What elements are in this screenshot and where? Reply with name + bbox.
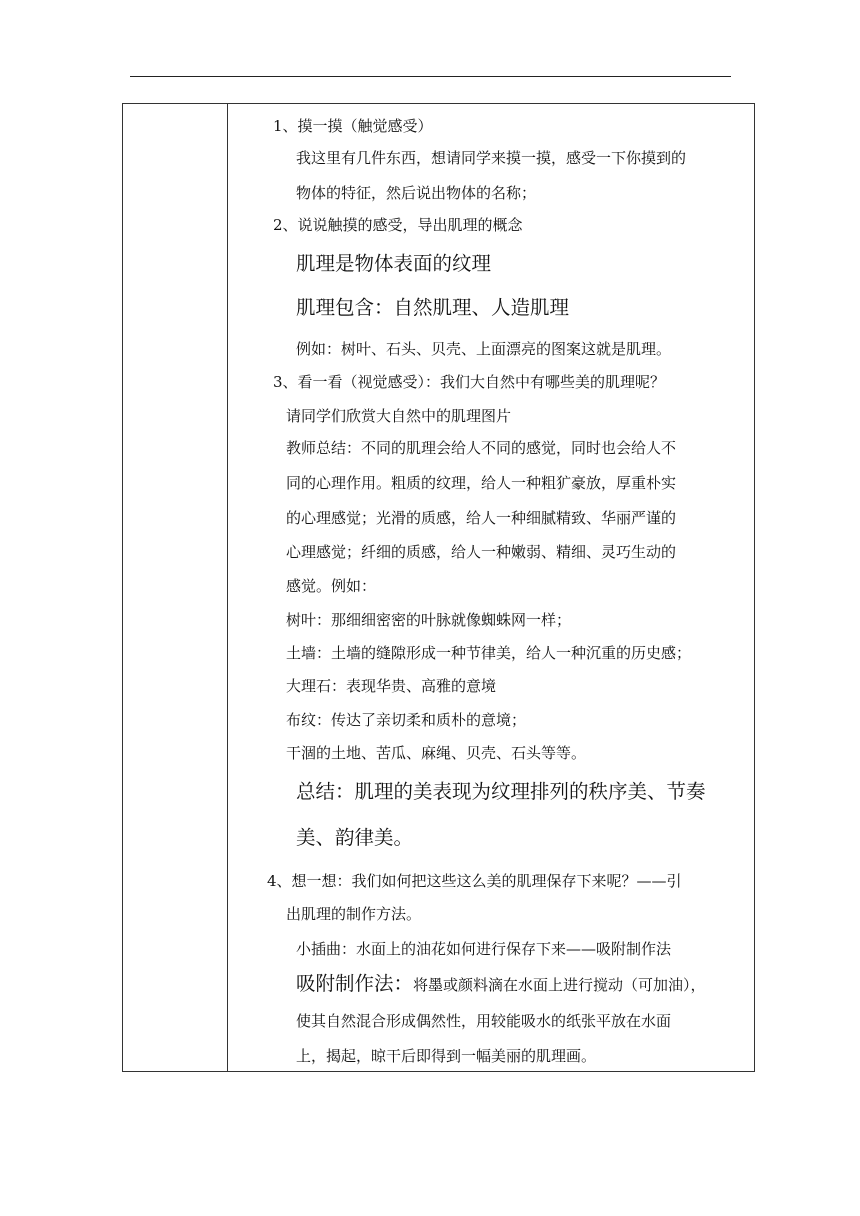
step2-heading: 2、说说触摸的感受，导出肌理的概念 xyxy=(273,216,523,234)
step3-text-line1: 请同学们欣赏大自然中的肌理图片 xyxy=(286,407,512,425)
step1-text-line2: 物体的特征，然后说出物体的名称； xyxy=(296,184,537,202)
step1-heading: 1、摸一摸（触觉感受） xyxy=(273,117,433,135)
types-line: 肌理包含：自然肌理、人造肌理 xyxy=(296,296,570,319)
summary-text-line5: 感觉。例如： xyxy=(286,577,377,595)
example-line: 例如：树叶、石头、贝壳、上面漂亮的图案这就是肌理。 xyxy=(296,340,672,358)
method-title: 吸附制作法： xyxy=(296,972,414,995)
header-rule xyxy=(130,76,731,77)
step1-text-line1: 我这里有几件东西，想请同学来摸一摸，感受一下你摸到的 xyxy=(296,149,687,167)
method-line2: 使其自然混合形成偶然性，用较能吸水的纸张平放在水面 xyxy=(296,1012,672,1030)
summary-text-line1: 教师总结：不同的肌理会给人不同的感觉，同时也会给人不 xyxy=(286,439,677,457)
example-marble: 大理石：表现华贵、高雅的意境 xyxy=(286,677,497,695)
conclusion-line1: 总结：肌理的美表现为纹理排列的秩序美、节奏 xyxy=(296,780,706,803)
step3-heading: 3、看一看（视觉感受）：我们大自然中有哪些美的肌理呢？ xyxy=(273,373,666,391)
table-left-cell xyxy=(123,104,227,1071)
summary-text-line4: 心理感觉；纤细的质感，给人一种嫩弱、精细、灵巧生动的 xyxy=(286,543,677,561)
lesson-table xyxy=(122,103,755,1072)
example-leaf: 树叶：那细细密密的叶脉就像蜘蛛网一样； xyxy=(286,611,572,629)
method-text: 将墨或颜料滴在水面上进行搅动（可加油）， xyxy=(413,976,706,994)
example-others: 干涸的土地、苦瓜、麻绳、贝壳、石头等等。 xyxy=(286,744,587,762)
interlude-line: 小插曲：水面上的油花如何进行保存下来——吸附制作法 xyxy=(296,940,672,958)
conclusion-line2: 美、韵律美。 xyxy=(296,826,414,849)
example-wall: 土墙：土墙的缝隙形成一种节律美，给人一种沉重的历史感； xyxy=(286,644,692,662)
column-divider xyxy=(227,104,228,1071)
summary-text-line2: 同的心理作用。粗质的纹理，给人一种粗犷豪放，厚重朴实 xyxy=(286,474,677,492)
step4-heading: 4、想一想：我们如何把这些这么美的肌理保存下来呢？——引 xyxy=(267,872,682,890)
summary-text-line3: 的心理感觉；光滑的质感，给人一种细腻精致、华丽严谨的 xyxy=(286,509,677,527)
method-line xyxy=(296,971,706,998)
method-line3: 上，揭起，晾干后即得到一幅美丽的肌理画。 xyxy=(296,1047,597,1065)
step4-heading-cont: 出肌理的制作方法。 xyxy=(286,905,422,923)
definition-line: 肌理是物体表面的纹理 xyxy=(296,252,492,275)
example-cloth: 布纹：传达了亲切柔和质朴的意境； xyxy=(286,711,527,729)
